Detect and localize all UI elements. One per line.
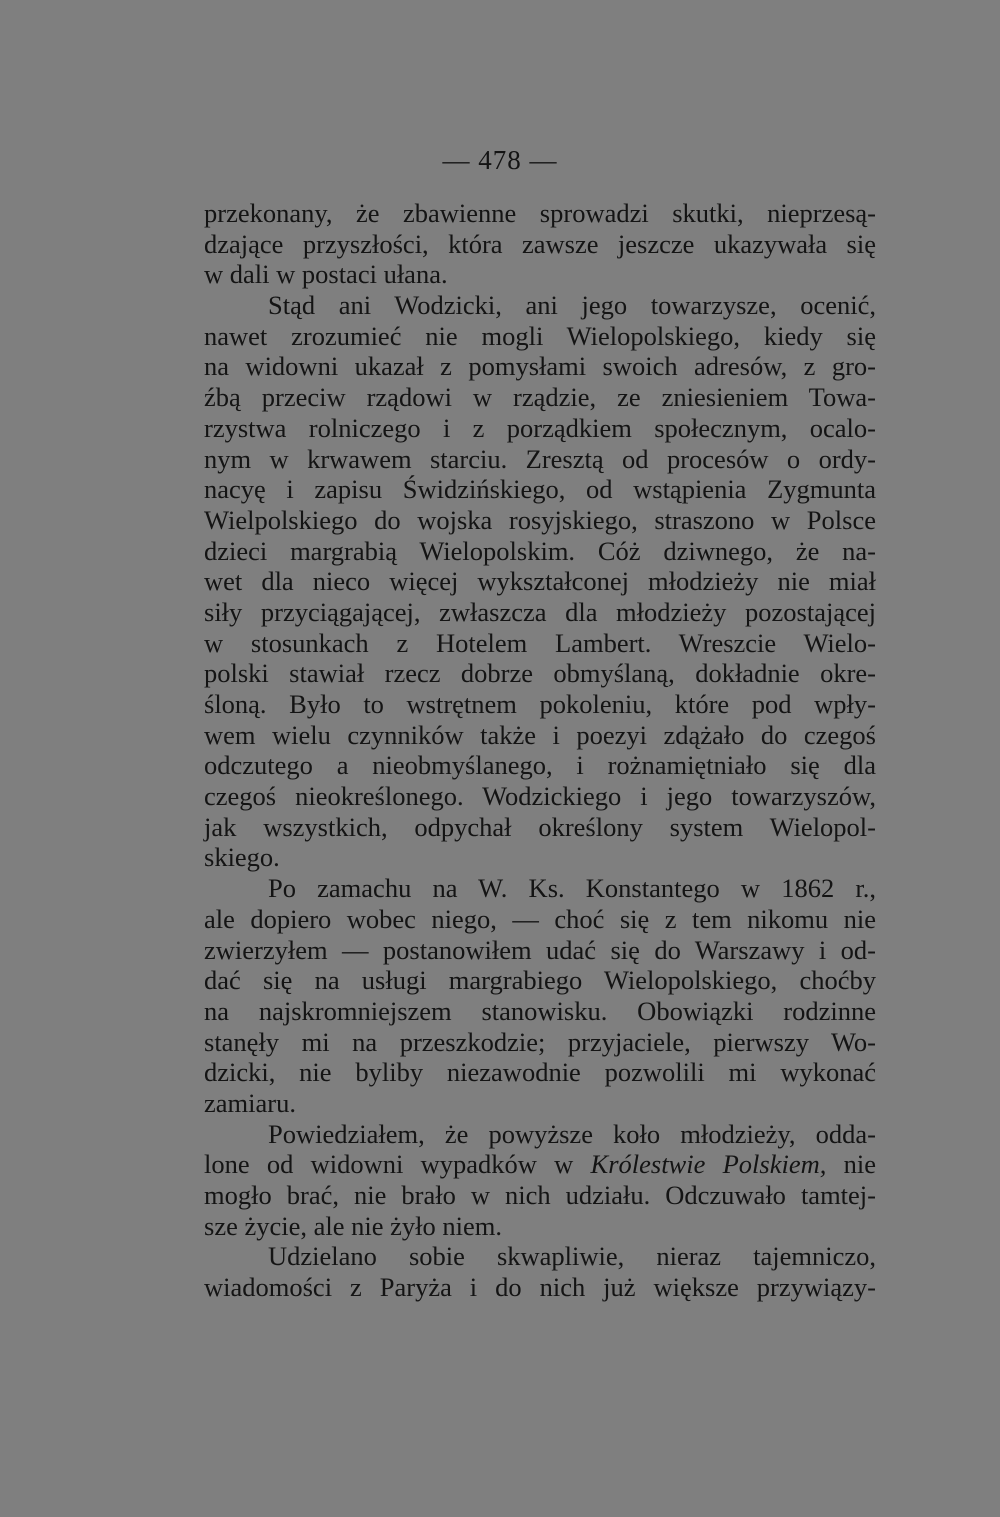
text-line	[204, 1149, 876, 1180]
text-line: czegoś nieokreślonego. Wodzickiego i jego towarzyszów,	[204, 781, 876, 812]
text-line: w stosunkach z Hotelem Lambert. Wreszcie Wielo-	[204, 627, 876, 658]
text-line: wiadomości z Paryża i do nich już większe przywiązy-	[204, 1272, 876, 1303]
text-line: wet dla nieco więcej wykształconej młodzieży nie miał	[204, 566, 876, 597]
text-line: źbą przeciw rządowi w rządzie, ze zniesieniem Towa-	[204, 382, 876, 413]
text-line: dzicki, nie byliby niezawodnie pozwolili mi wykonać	[204, 1057, 876, 1088]
text-line: nym w krwawem starciu. Zresztą od procesów o ordy-	[204, 443, 876, 474]
text-line: zamiaru.	[204, 1087, 296, 1118]
text-line: przekonany, że zbawienne sprowadzi skutki, nieprzesą-	[204, 198, 876, 228]
text-line: siły przyciągającej, zwłaszcza dla młodzieży pozostającej	[204, 596, 876, 627]
body-text	[204, 198, 876, 1303]
text-line: rzystwa rolniczego i z porządkiem społecznym, ocalo-	[204, 412, 876, 443]
text-line: na widowni ukazał z pomysłami swoich adresów, z gro-	[204, 351, 876, 382]
text-line: ale dopiero wobec niego, — choć się z tem nikomu nie	[204, 903, 876, 934]
text-line: mogło brać, nie brało w nich udziału. Odczuwało tamtej-	[204, 1180, 876, 1210]
text-line: Po zamachu na W. Ks. Konstantego w 1862 r.,	[268, 873, 876, 904]
text-line: Powiedziałem, że powyższe koło młodzieży, odda-	[268, 1118, 876, 1149]
text-line: Udzielano sobie skwapliwie, nieraz tajemniczo,	[268, 1241, 876, 1272]
text-line: odczutego a nieobmyślanego, i rożnamiętniało się dla	[204, 750, 876, 781]
text-line: wem wielu czynników także i poezyi zdążało do czegoś	[204, 719, 876, 750]
text-line: nacyę i zapisu Świdzińskiego, od wstąpienia Zygmunta	[204, 474, 876, 505]
text-line: zwierzyłem — postanowiłem udać się do Warszawy i od-	[204, 934, 876, 965]
text-line: w dali w postaci ułana.	[204, 259, 448, 290]
text-line: dzieci margrabią Wielopolskim. Cóż dziwnego, że na-	[204, 535, 876, 566]
page-number: — 478 —	[442, 145, 558, 175]
text-line: śloną. Było to wstrętnem pokoleniu, które pod wpły-	[204, 689, 876, 719]
text-line: Wielpolskiego do wojska rosyjskiego, straszono w Polsce	[204, 504, 876, 535]
italic-place-name: Królestwie Polskiem,	[590, 1149, 827, 1180]
text-line: Stąd ani Wodzicki, ani jego towarzysze, ocenić,	[268, 290, 876, 321]
text-line: polski stawiał rzecz dobrze obmyślaną, dokładnie okre-	[204, 658, 876, 689]
text-line: skiego.	[204, 842, 280, 873]
text-line: jak wszystkich, odpychał określony system Wielopol-	[204, 811, 876, 842]
text-line: stanęły mi na przeszkodzie; przyjaciele, pierwszy Wo-	[204, 1026, 876, 1057]
text-line: sze życie, ale nie żyło niem.	[204, 1210, 502, 1241]
text-line: na najskromniejszem stanowisku. Obowiązki rodzinne	[204, 995, 876, 1026]
text-line: nawet zrozumieć nie mogli Wielopolskiego, kiedy się	[204, 320, 876, 351]
text-line: dzające przyszłości, która zawsze jeszcze ukazywała się	[204, 228, 876, 259]
text-segment: lone od widowni wypadków w	[204, 1149, 591, 1180]
text-segment: nie	[826, 1149, 876, 1180]
text-line: dać się na usługi margrabiego Wielopolskiego, choćby	[204, 965, 876, 996]
